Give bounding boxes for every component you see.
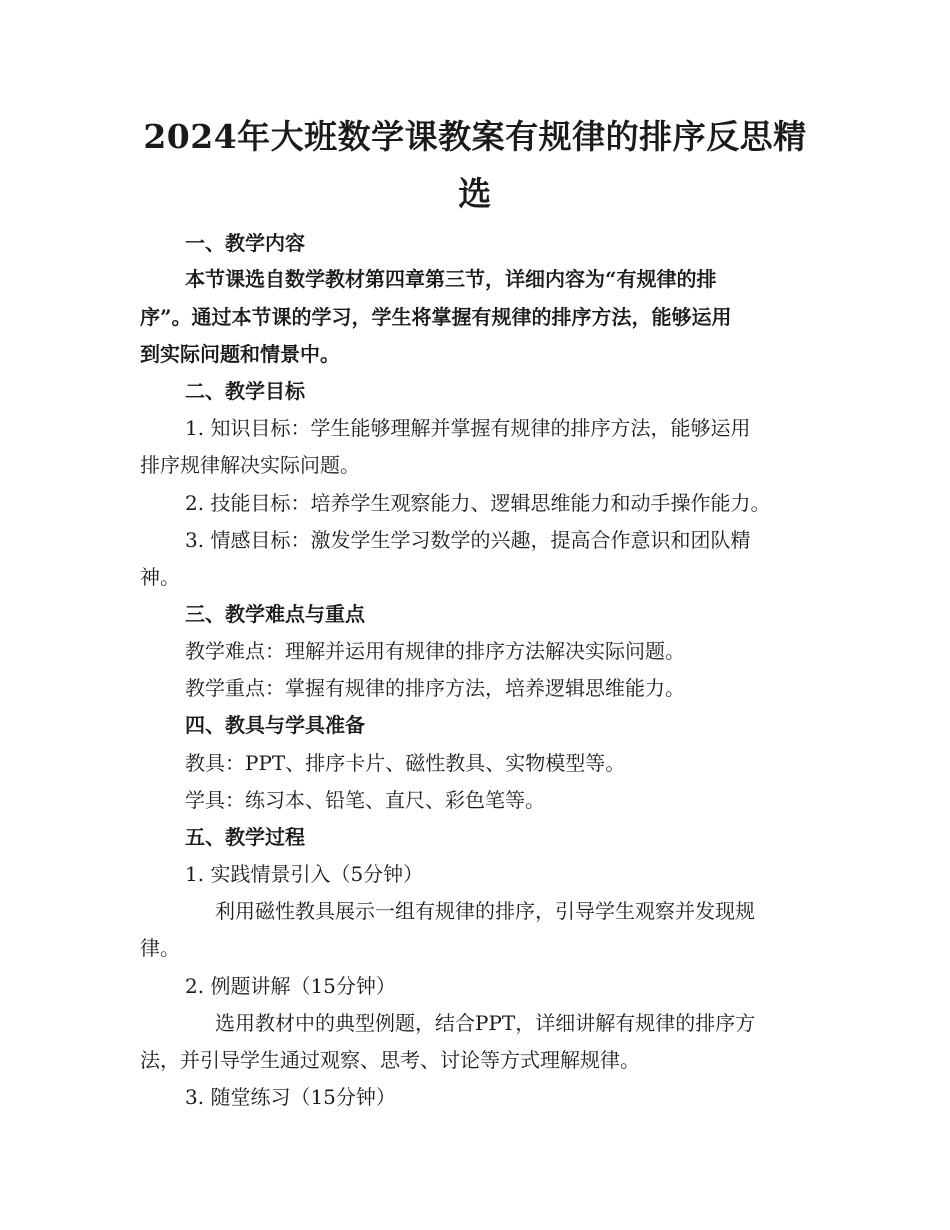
list-item: 1. 实践情景引入（5分钟）: [185, 862, 424, 886]
paragraph-line: 学具：练习本、铅笔、直尺、彩色笔等。: [185, 788, 545, 812]
list-item: 3. 随堂练习（15分钟）: [185, 1085, 396, 1109]
list-item-continuation: 神。: [140, 565, 180, 589]
list-item: 2. 技能目标：培养学生观察能力、逻辑思维能力和动手操作能力。: [185, 491, 771, 515]
paragraph-line: 到实际问题和情景中。: [140, 342, 340, 366]
section-heading-tools: 四、教具与学具准备: [185, 713, 365, 737]
paragraph-line: 法，并引导学生通过观察、思考、讨论等方式理解规律。: [140, 1048, 640, 1072]
list-item: 2. 例题讲解（15分钟）: [185, 974, 396, 998]
paragraph-line: 律。: [140, 936, 180, 960]
document-title: 2024年大班数学课教案有规律的排序反思精选: [143, 117, 807, 213]
list-item: 3. 情感目标：激发学生学习数学的兴趣，提高合作意识和团队精: [185, 528, 751, 552]
paragraph-line: 教具：PPT、排序卡片、磁性教具、实物模型等。: [185, 751, 626, 775]
paragraph-line: 教学重点：掌握有规律的排序方法，培养逻辑思维能力。: [185, 676, 685, 700]
section-heading-difficulty-focus: 三、教学难点与重点: [185, 602, 365, 626]
section-heading-teaching-goals: 二、教学目标: [185, 379, 305, 403]
section-heading-teaching-content: 一、教学内容: [185, 231, 305, 255]
section-heading-process: 五、教学过程: [185, 825, 305, 849]
paragraph-line: 教学难点：理解并运用有规律的排序方法解决实际问题。: [185, 639, 685, 663]
list-item-continuation: 排序规律解决实际问题。: [140, 453, 360, 477]
paragraph-line: 利用磁性教具展示一组有规律的排序，引导学生观察并发现规: [215, 899, 755, 923]
paragraph-line: 选用教材中的典型例题，结合PPT，详细讲解有规律的排序方: [215, 1011, 756, 1035]
list-item: 1. 知识目标：学生能够理解并掌握有规律的排序方法，能够运用: [185, 416, 751, 440]
paragraph-line: 本节课选自数学教材第四章第三节，详细内容为“有规律的排: [185, 267, 717, 291]
paragraph-line: 序”。通过本节课的学习，学生将掌握有规律的排序方法，能够运用: [140, 305, 732, 329]
